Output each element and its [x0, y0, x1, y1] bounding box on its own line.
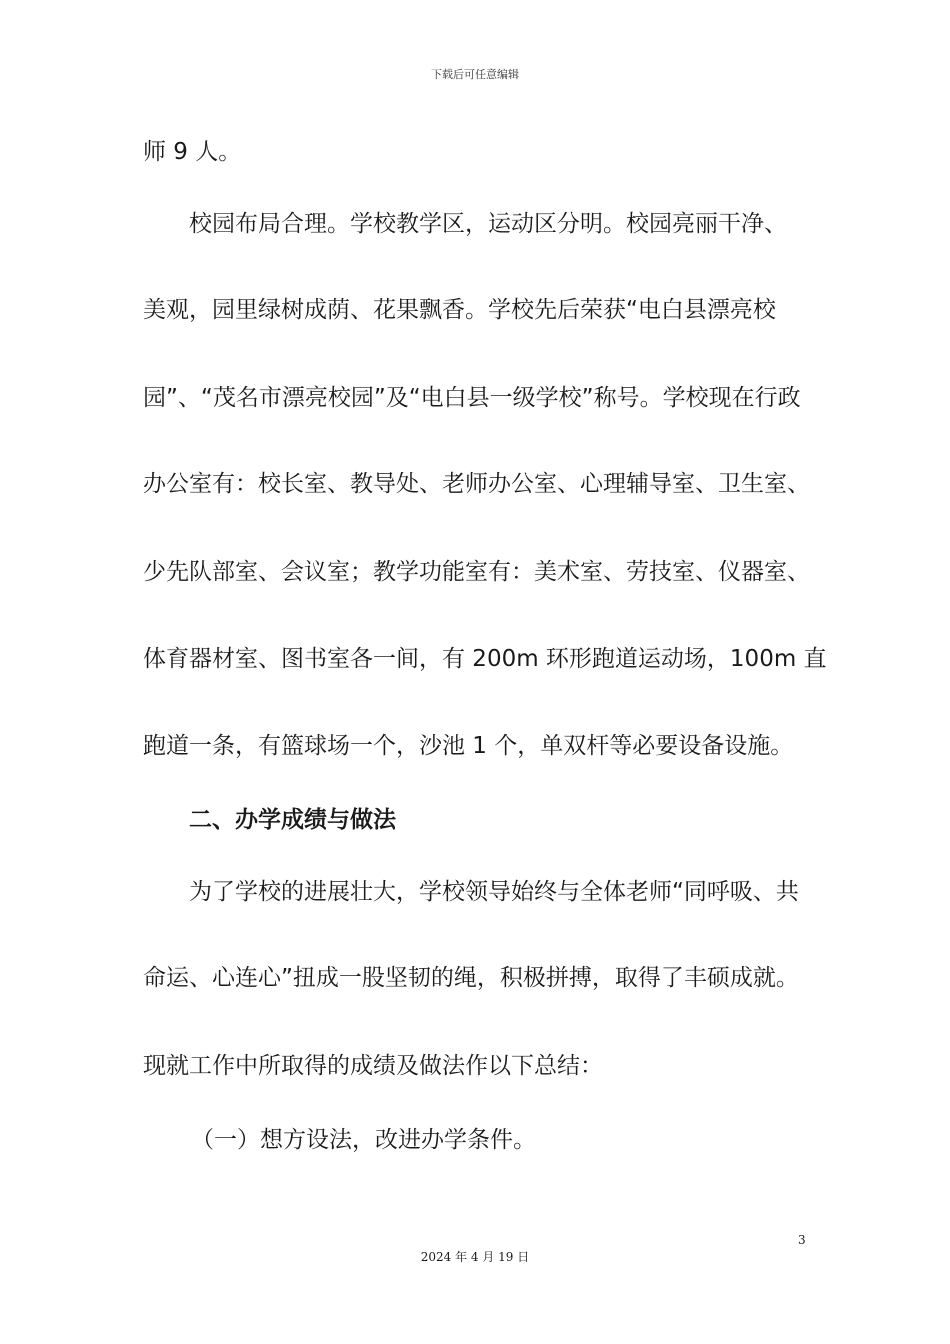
paragraph-line: 办公室有：校长室、教导处、老师办公室、心理辅导室、卫生室、	[143, 471, 810, 497]
paragraph-line: 现就工作中所取得的成绩及做法作以下总结：	[143, 1053, 603, 1079]
paragraph-line: 跑道一条，有篮球场一个，沙池 1 个，单双杆等必要设备设施。	[143, 733, 794, 759]
paragraph-line: 美观，园里绿树成荫、花果飘香。学校先后荣获“电白县漂亮校	[143, 297, 776, 323]
paragraph-line: 命运、心连心”扭成一股坚韧的绳，积极拼搏，取得了丰硕成就。	[143, 965, 799, 991]
page-number: 3	[798, 1233, 806, 1247]
paragraph-line: 园”、“茂名市漂亮校园”及“电白县一级学校”称号。学校现在行政	[143, 385, 801, 411]
paragraph-line: 为了学校的进展壮大，学校领导始终与全体老师“同呼吸、共	[189, 879, 799, 905]
section-heading: 二、办学成绩与做法	[189, 807, 396, 833]
paragraph-line: 师 9 人。	[143, 139, 242, 165]
paragraph-line: 体育器材室、图书室各一间，有 200m 环形跑道运动场，100m 直	[143, 646, 827, 672]
footer-date: 2024 年 4 月 19 日	[420, 1250, 530, 1264]
subsection-heading: （一）想方设法，改进办学条件。	[191, 1127, 536, 1153]
paragraph-line: 少先队部室、会议室；教学功能室有：美术室、劳技室、仪器室、	[143, 559, 810, 585]
header-note: 下载后可任意编辑	[431, 68, 519, 81]
paragraph-line: 校园布局合理。学校教学区，运动区分明。校园亮丽干净、	[189, 211, 787, 237]
